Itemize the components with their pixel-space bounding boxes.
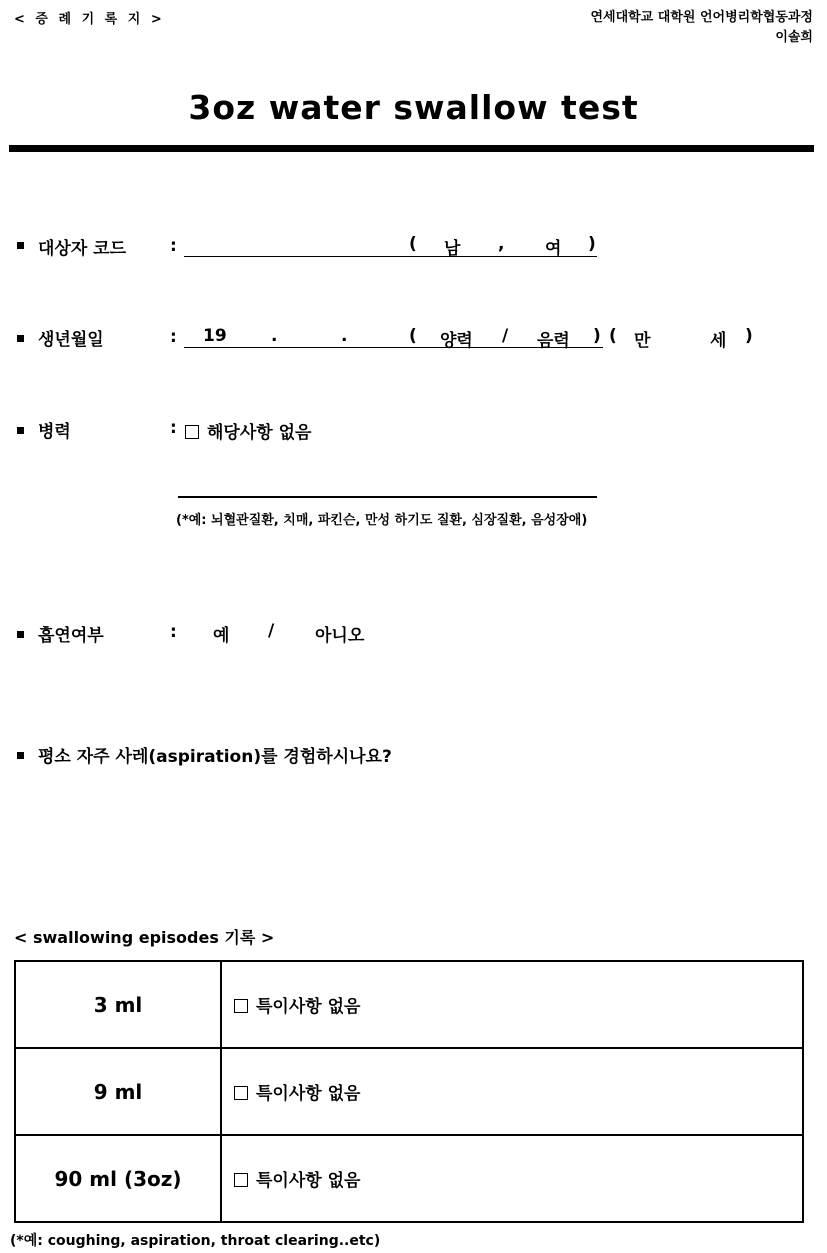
birth-date-label: 생년월일 xyxy=(38,330,104,350)
checkbox-icon[interactable] xyxy=(234,1173,248,1187)
swallowing-episodes-table xyxy=(14,960,804,1223)
sex-male-option[interactable]: 남 xyxy=(444,239,461,259)
medical-history-label: 병력 xyxy=(38,422,71,442)
institution-info xyxy=(590,8,813,48)
bullet-icon xyxy=(17,752,24,759)
no-history-checkbox-row[interactable] xyxy=(185,418,311,443)
smoking-colon: : xyxy=(170,622,177,642)
subject-code-paren-close: ) xyxy=(588,234,596,254)
no-remarks-label: 특이사항 없음 xyxy=(256,1171,361,1191)
table-row xyxy=(15,961,803,1048)
page-title: 3oz water swallow test xyxy=(188,88,639,127)
sex-female-option[interactable]: 여 xyxy=(545,239,562,259)
calendar-paren-close: ) xyxy=(593,326,601,346)
calendar-slash: / xyxy=(502,326,509,346)
bullet-icon xyxy=(17,335,24,342)
birth-date-dot: . xyxy=(341,326,348,346)
medical-history-colon: : xyxy=(170,418,177,438)
medical-history-field[interactable] xyxy=(178,496,597,498)
checkbox-icon[interactable] xyxy=(185,425,199,439)
birth-date-dot: . xyxy=(271,326,278,346)
subject-code-paren-open: ( xyxy=(409,234,417,254)
subject-code-comma: , xyxy=(498,234,505,254)
subject-code-label: 대상자 코드 xyxy=(38,239,127,259)
result-cell[interactable] xyxy=(221,961,803,1048)
volume-cell: 9 ml xyxy=(15,1048,221,1135)
age-man-label: 만 xyxy=(634,331,651,351)
episodes-heading: < swallowing episodes 기록 > xyxy=(14,928,275,947)
no-history-label: 해당사항 없음 xyxy=(207,423,312,443)
bullet-icon xyxy=(17,631,24,638)
result-cell[interactable] xyxy=(221,1135,803,1222)
bullet-icon xyxy=(17,242,24,249)
age-paren-open: ( xyxy=(609,326,617,346)
checkbox-icon[interactable] xyxy=(234,999,248,1013)
volume-cell: 90 ml (3oz) xyxy=(15,1135,221,1222)
bullet-icon xyxy=(17,427,24,434)
age-field[interactable] xyxy=(656,327,706,348)
form-type-label: < 증 례 기 록 지 > xyxy=(14,12,165,27)
checkbox-icon[interactable] xyxy=(234,1086,248,1100)
smoking-slash: / xyxy=(268,621,275,641)
institution-name: 연세대학교 대학원 언어병리학협동과정 xyxy=(590,10,813,25)
no-remarks-label: 특이사항 없음 xyxy=(256,1084,361,1104)
calendar-paren-open: ( xyxy=(409,326,417,346)
smoking-yes-option[interactable]: 예 xyxy=(213,626,230,646)
birth-date-colon: : xyxy=(170,327,177,347)
result-cell[interactable] xyxy=(221,1048,803,1135)
episodes-footnote: (*예: coughing, aspiration, throat clearing..etc) xyxy=(10,1233,381,1249)
lunar-calendar-option[interactable]: 음력 xyxy=(537,331,570,351)
volume-cell: 3 ml xyxy=(15,961,221,1048)
birth-year-prefix: 19 xyxy=(203,326,227,346)
author-name: 이솔희 xyxy=(775,30,813,45)
table-row xyxy=(15,1048,803,1135)
subject-code-colon: : xyxy=(170,236,177,256)
solar-calendar-option[interactable]: 양력 xyxy=(440,331,473,351)
medical-history-example-note: (*예: 뇌혈관질환, 치매, 파킨슨, 만성 하기도 질환, 심장질환, 음성장애) xyxy=(176,513,588,528)
title-divider xyxy=(9,145,814,152)
aspiration-question: 평소 자주 사레(aspiration)를 경험하시나요? xyxy=(38,747,392,767)
smoking-no-option[interactable]: 아니오 xyxy=(315,626,365,646)
age-paren-close: ) xyxy=(745,326,753,346)
table-row xyxy=(15,1135,803,1222)
age-se-label: 세 xyxy=(710,331,727,351)
no-remarks-label: 특이사항 없음 xyxy=(256,997,361,1017)
subject-code-field[interactable] xyxy=(184,236,597,257)
smoking-label: 흡연여부 xyxy=(38,626,104,646)
